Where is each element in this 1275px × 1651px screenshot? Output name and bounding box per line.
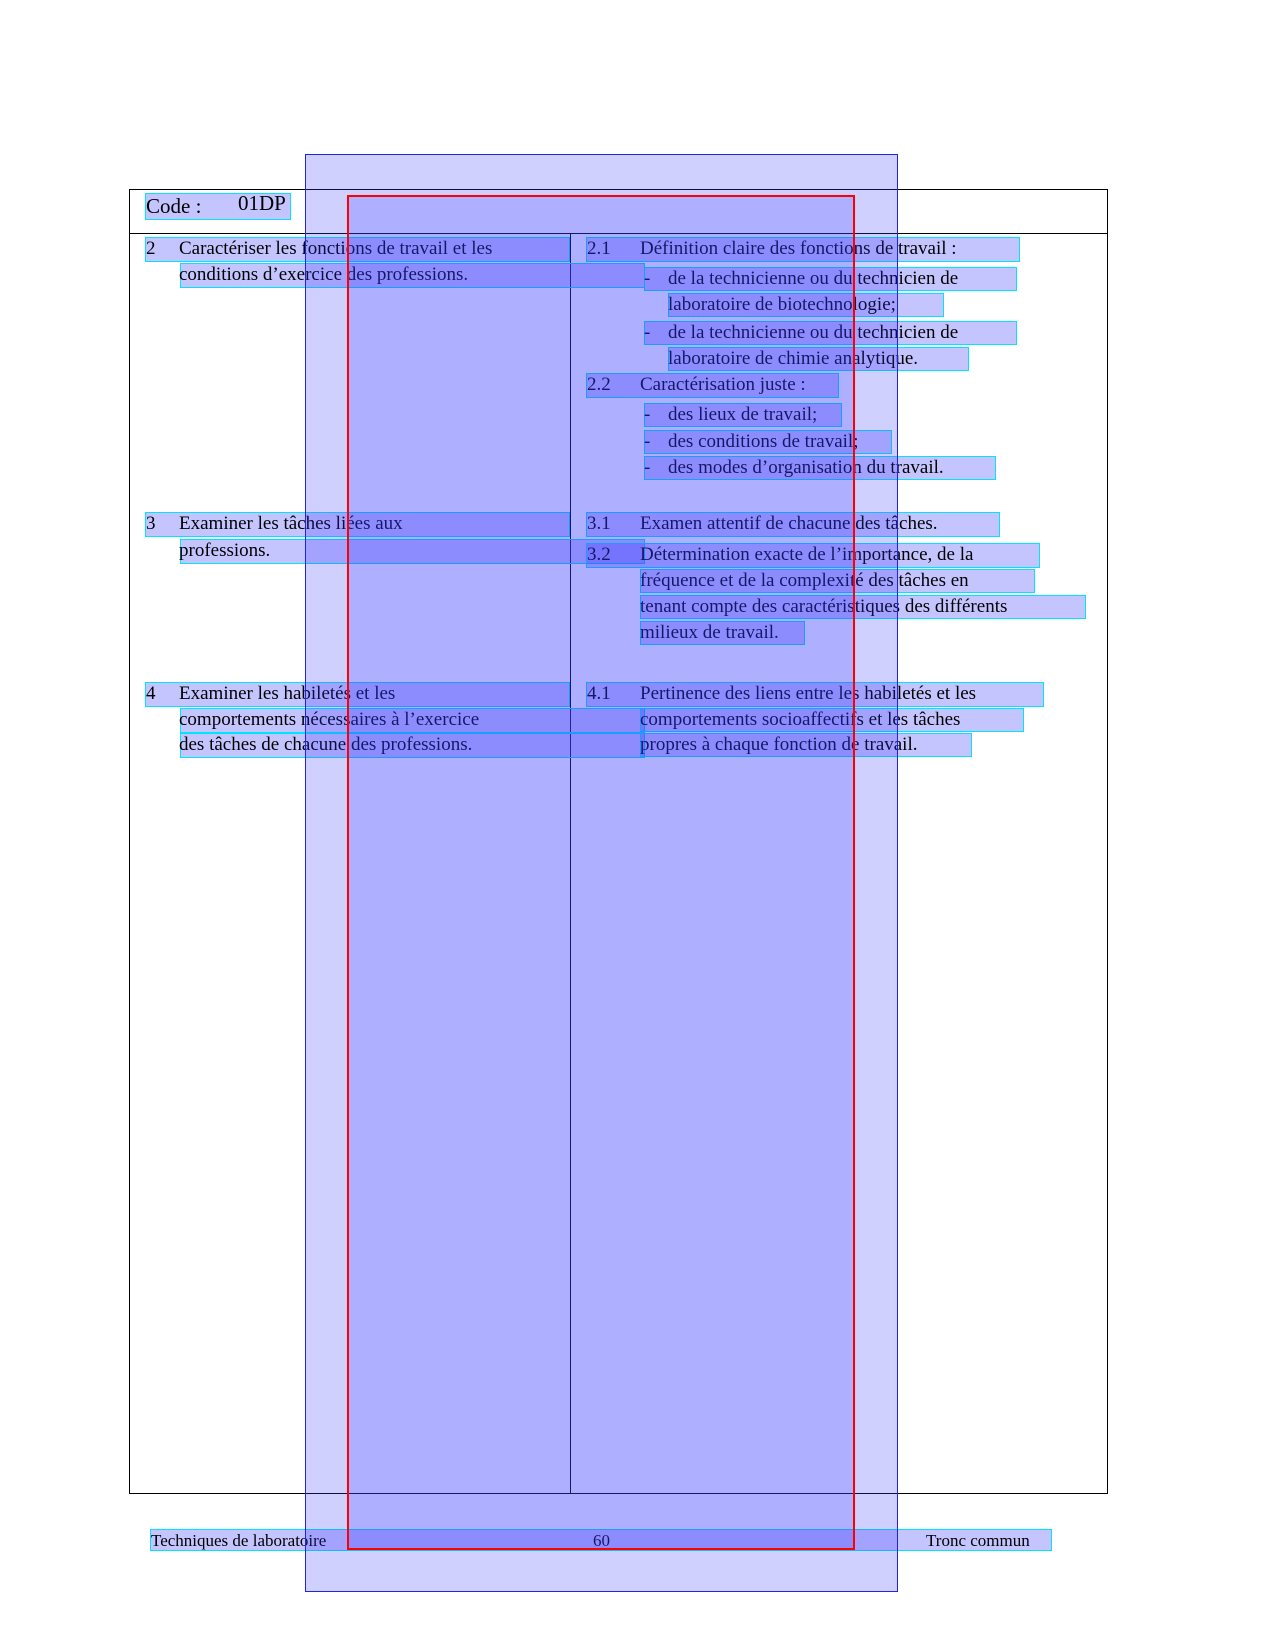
criterion-text-line: Détermination exacte de l’importance, de la <box>640 544 974 565</box>
criterion-text-line: de la technicienne ou du technicien de <box>668 322 959 343</box>
criterion-text-line: des lieux de travail; <box>668 404 818 425</box>
criterion-number: 2.1 <box>587 238 611 259</box>
bullet: - <box>644 431 651 452</box>
criterion-text-line: Caractérisation juste : <box>640 374 806 395</box>
criterion-text-line: Définition claire des fonctions de travail : <box>640 238 957 259</box>
criterion-text-line: des modes d’organisation du travail. <box>668 457 944 478</box>
element-text-line: Examiner les tâches liées aux <box>179 513 403 534</box>
criterion-text-line: milieux de travail. <box>640 622 779 643</box>
criterion-text-line: propres à chaque fonction de travail. <box>640 734 918 755</box>
criterion-number: 4.1 <box>587 683 611 704</box>
bullet: - <box>644 457 651 478</box>
element-number: 2 <box>146 238 156 259</box>
element-text-line: professions. <box>179 540 271 561</box>
criterion-text-line: laboratoire de biotechnologie; <box>668 294 896 315</box>
code-value: 01DP <box>238 191 286 215</box>
bullet: - <box>644 404 651 425</box>
element-text-line: comportements nécessaires à l’exercice <box>179 709 480 730</box>
criterion-number: 2.2 <box>587 374 611 395</box>
selection-overlay-inner <box>347 195 855 1550</box>
criterion-text-line: laboratoire de chimie analytique. <box>668 348 919 369</box>
criterion-number: 3.2 <box>587 544 611 565</box>
criterion-text-line: des conditions de travail; <box>668 431 859 452</box>
criterion-text-line: comportements socioaffectifs et les tâches <box>640 709 961 730</box>
element-text-line: Examiner les habiletés et les <box>179 683 396 704</box>
criterion-text-line: Examen attentif de chacune des tâches. <box>640 513 938 534</box>
criterion-text-line: fréquence et de la complexité des tâches en <box>640 570 969 591</box>
element-number: 4 <box>146 683 156 704</box>
footer-section-name: Tronc commun <box>926 1531 1030 1550</box>
bullet: - <box>644 268 651 289</box>
page-number: 60 <box>593 1531 610 1550</box>
element-number: 3 <box>146 513 156 534</box>
criterion-text-line: tenant compte des caractéristiques des différents <box>640 596 1008 617</box>
criterion-text-line: de la technicienne ou du technicien de <box>668 268 959 289</box>
element-text-line: Caractériser les fonctions de travail et les <box>179 238 493 259</box>
bullet: - <box>644 322 651 343</box>
criterion-text-line: Pertinence des liens entre les habiletés et les <box>640 683 977 704</box>
criterion-number: 3.1 <box>587 513 611 534</box>
footer-program-name: Techniques de laboratoire <box>151 1531 327 1550</box>
code-label: Code : <box>146 194 202 218</box>
element-text-line: des tâches de chacune des professions. <box>179 734 473 755</box>
element-text-line: conditions d’exercice des professions. <box>179 264 469 285</box>
